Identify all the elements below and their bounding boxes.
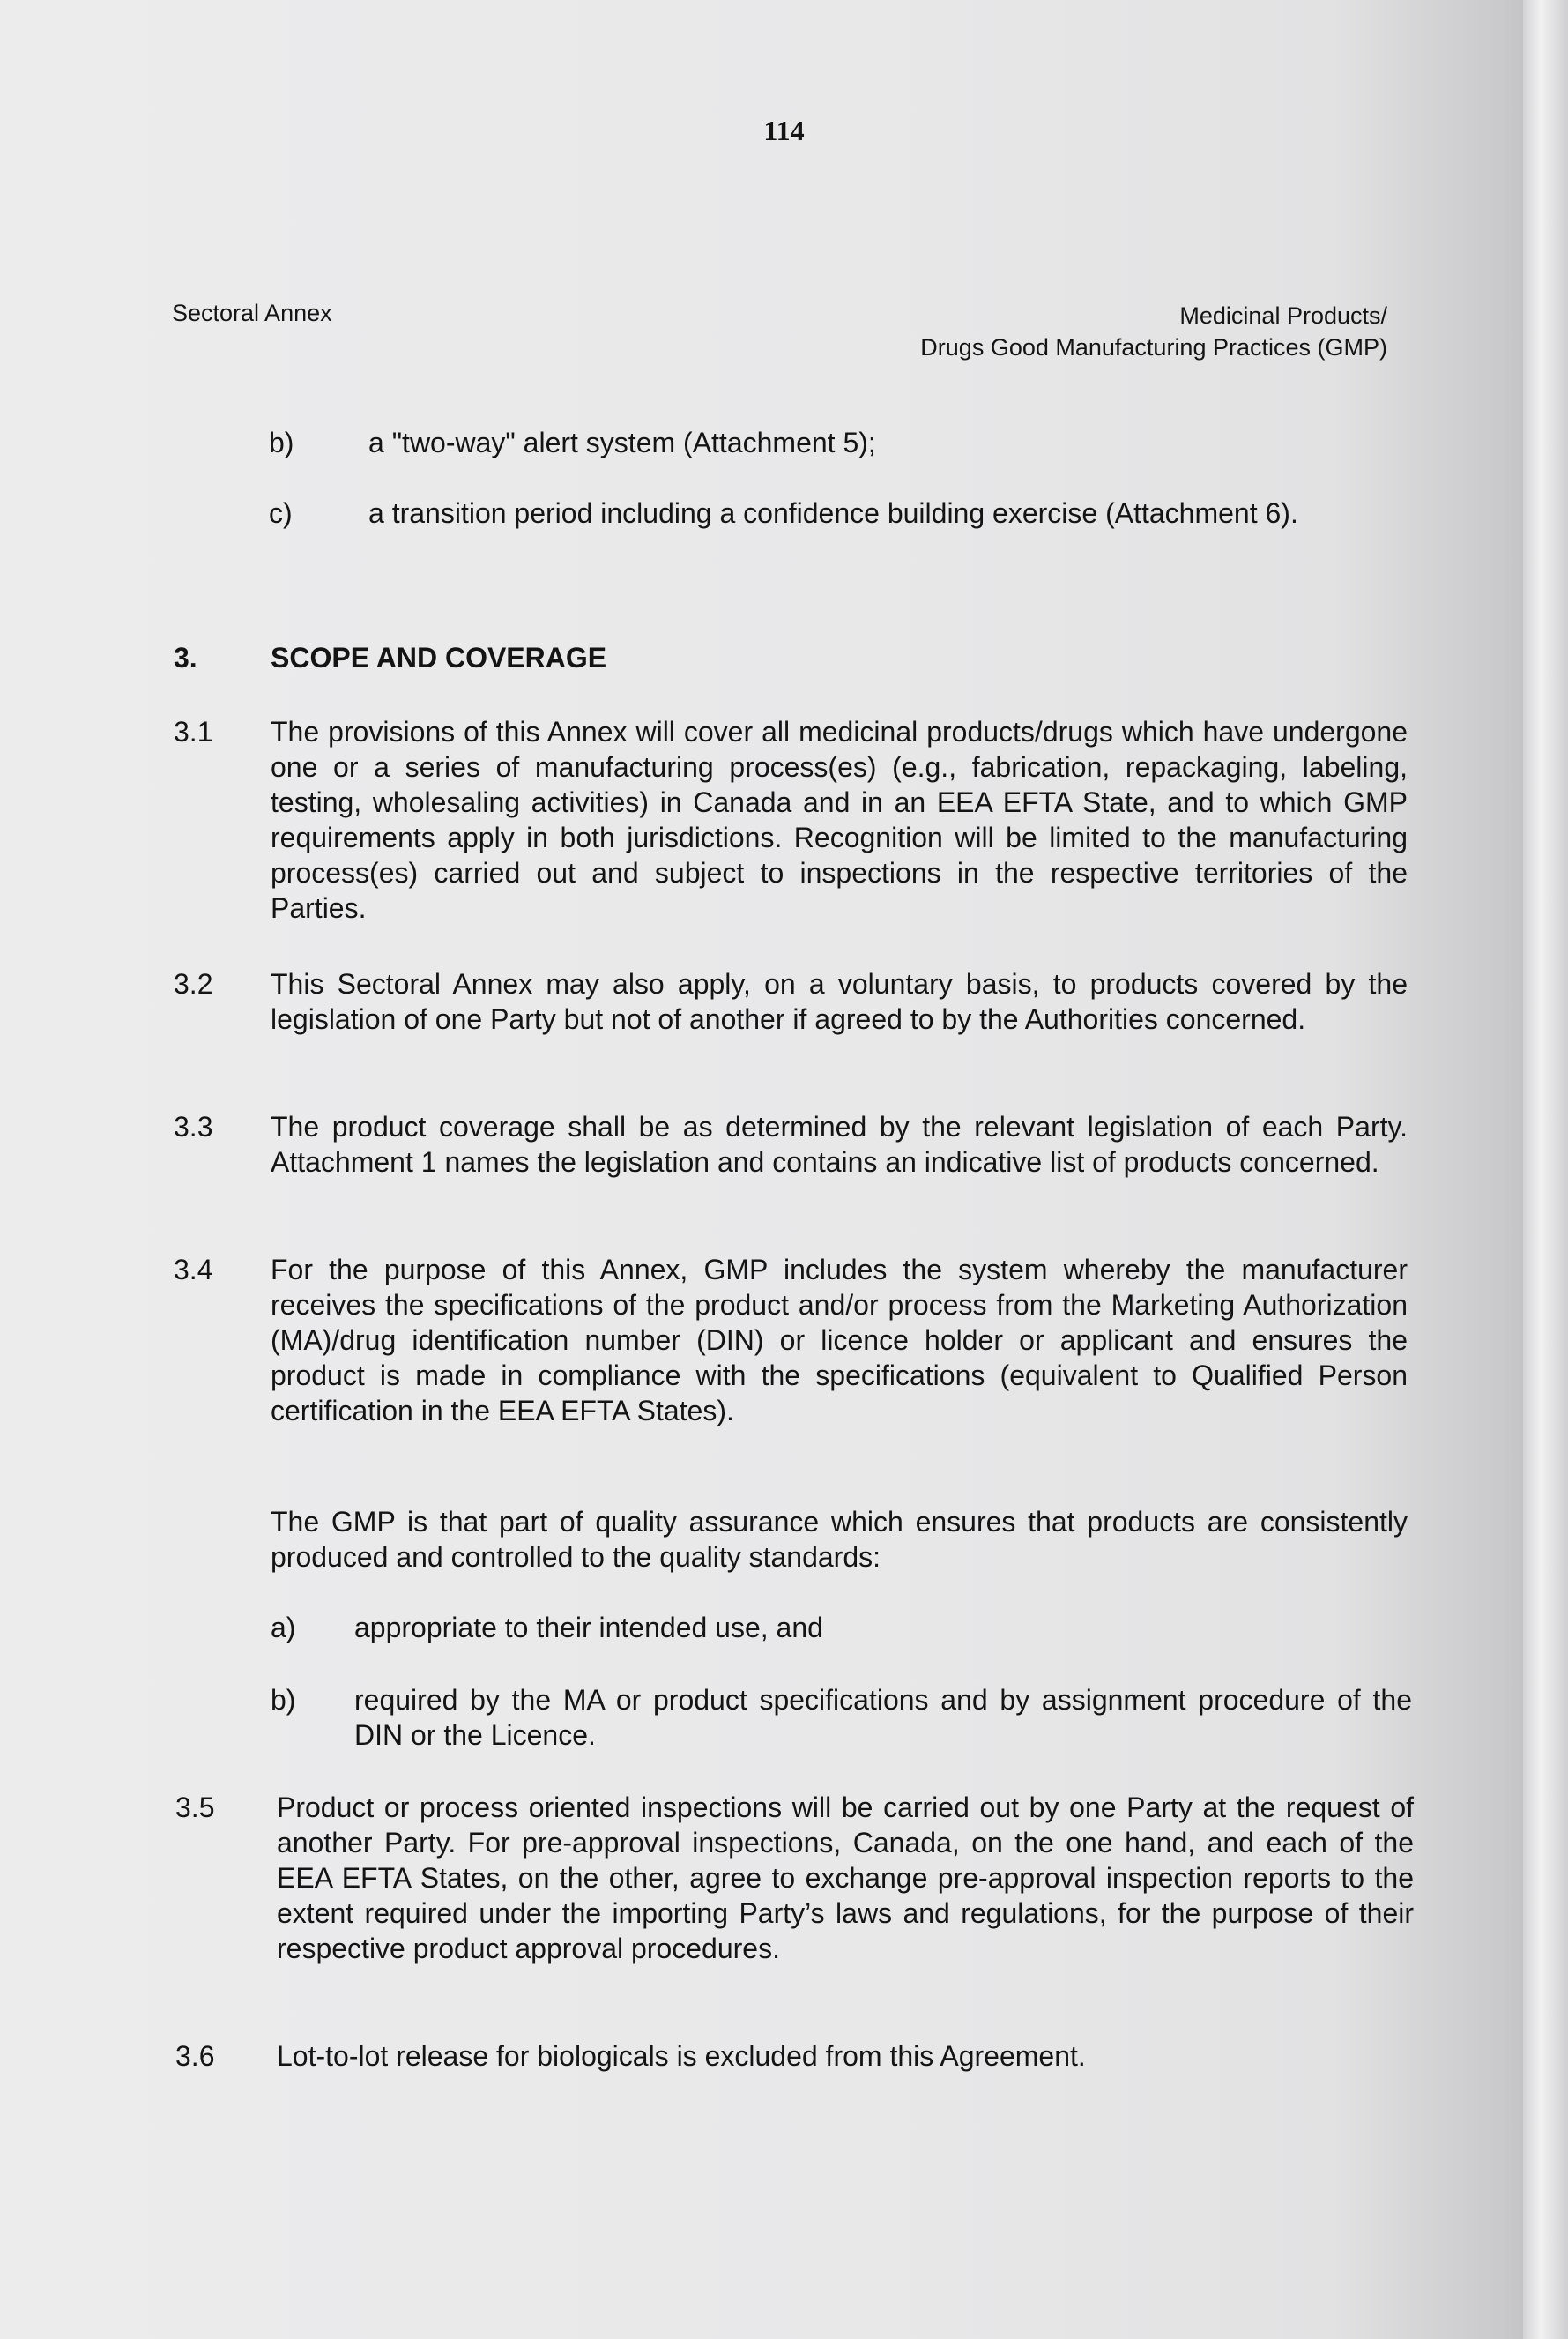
page-number: 114 [763,115,805,146]
paragraph-text: The provisions of this Annex will cover all medicinal products/drugs which have undergone one or a series of manufacturing process(es) (e.g., fabrication, repackaging, labeling, testing, wholesaling activities) in Canada and in an EEA EFTA State, and to which GMP requirements apply in both jurisdictions. Recognition will be limited to the manufacturing process(es) carried out and subject to inspections in the respective territories of the Parties. [271,716,1408,924]
paragraph-number: 3.5 [175,1791,215,1823]
list-label: a) [271,1612,296,1643]
list-text: a "two-way" alert system (Attachment 5); [368,427,876,458]
list-text: appropriate to their intended use, and [354,1612,823,1643]
header-right-line1: Medicinal Products/ [1179,302,1387,329]
paragraph-number: 3.1 [174,716,213,748]
section-number: 3. [174,642,197,674]
paragraph-text: Lot-to-lot release for biologicals is excluded from this Agreement. [277,2040,1086,2072]
header-right-line2: Drugs Good Manufacturing Practices (GMP) [920,334,1387,361]
list-text: a transition period including a confidence building exercise (Attachment 6). [368,497,1298,529]
paragraph-text: Product or process oriented inspections will be carried out by one Party at the request of another Party. For pre-approval inspections, Canada, on the one hand, and each of the EEA EFTA States, on the other, agree to exchange pre-approval inspection reports to the extent required under the importing Party’s laws and regulations, for the purpose of their respective product approval procedures. [277,1791,1414,1964]
paragraph-text: This Sectoral Annex may also apply, on a voluntary basis, to products covered by the legislation of one Party but not of another if agreed to by the Authorities concerned. [271,968,1408,1035]
header-left: Sectoral Annex [172,300,332,326]
section-title: SCOPE AND COVERAGE [271,642,607,674]
header-right [920,300,1387,363]
paragraph-text: For the purpose of this Annex, GMP includes the system whereby the manufacturer receives the specifications of the product and/or process from the Marketing Authorization (MA)/drug identification number (DIN) or licence holder or applicant and ensures the product is made in compliance with the specifications (equivalent to Qualified Person certification in the EEA EFTA States). [271,1254,1408,1426]
paragraph-number: 3.3 [174,1111,213,1143]
paragraph-number: 3.2 [174,968,213,1000]
paragraph-text: The product coverage shall be as determined by the relevant legislation of each Party. Attachment 1 names the legislation and contains an indicative list of products concerned. [271,1111,1408,1178]
book-spine-shadow [1523,0,1568,2339]
list-label: c) [269,497,293,529]
list-label: b) [269,427,294,458]
paragraph-number: 3.6 [175,2040,215,2072]
paragraph-text: The GMP is that part of quality assurance which ensures that products are consistently produced and controlled to the quality standards: [271,1506,1408,1573]
list-text: required by the MA or product specifications and by assignment procedure of the DIN or the Licence. [354,1684,1412,1751]
list-label: b) [271,1684,296,1716]
paragraph-number: 3.4 [174,1254,213,1285]
